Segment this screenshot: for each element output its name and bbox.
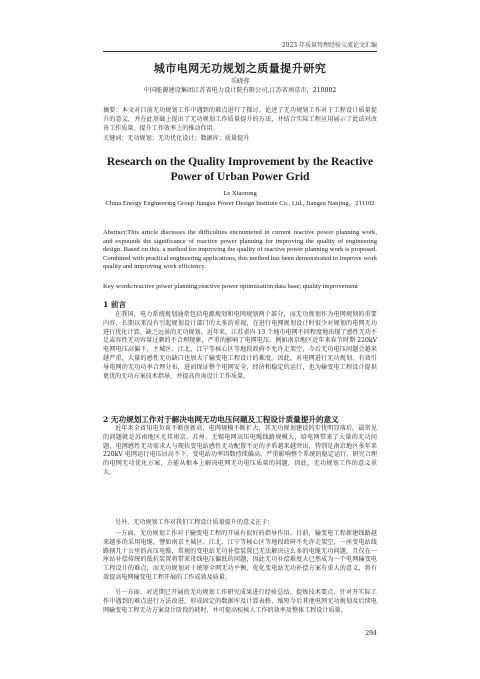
section-2-heading: 2 无功规划工作对于解决电网无功电压问题及工程设计质量提升的意义 <box>103 415 339 424</box>
section-1-paragraph: 在我国，电力系统规划通常包括电源规划和电网规划两个部分，而无功规划作为电网规划的重要内容，长期以来没有引起规划设计部门的太多的重视，在进行电网规划设计时很少对规划的电网无功进行优化计算、缺乏远景的无功规划。近年来，江苏省内 13 个地市电网不同程度地出现了感性无功不足或容性无功容量过剩的不合理现象，严重的影响了电网电压。例如南京地区近年来春节时期 220kV 电网电压高偏下，主城区、江北、江宁等核心区等地段政府不允许走架空，今后无功电压问题会越来越严重，大量的感性无功缺口也加大了输变电工程设计的难度。因此，对电网进行无功规划，有效引导电网的无功功率合理分布，进而保证整个电网安全、经济和稳定的运行，也为输变电工程设计提供更优的无功方案技术指导，并提高咨询设计工作质量。 <box>103 311 377 380</box>
chinese-affiliation: 中国能源建设集团江苏省电力设计院有限公司,江苏省南京市，210002 <box>143 87 337 94</box>
english-author: Le Xiaorong <box>223 190 257 197</box>
english-title: Research on the Quality Improvement by the Reactive Power of Urban Power Grid <box>106 156 374 183</box>
page-number: 294 <box>365 630 377 637</box>
section-2-paragraph-3: 一方面，无功规划工作对于输变电工程的开展有很好的指导作用。目前，输变电工程新建线路越来越多的采用电缆，譬如南京主城区、江北、江宁等核心区等地段政府不允许走架空，一座变电站线路辖几十公里的高压电缆，常规的变电站无功补偿装置已无法解决这么多的电缆无功问题，且仅在一座站补偿传统的低抗装置将带来母线电压偏低的问题，因此无功补偿难度大已然成为一个电网输变电工程设计的难点，而无功规划对于统筹全网无功平衡，优化变电站无功补偿方案有重大的意义，将有效提高电网输变电工程开展的工作成效及质量。 <box>103 530 377 581</box>
running-header: 2023 年质量管理经验交流论文汇编 <box>103 40 377 52</box>
section-1-heading: 1 前言 <box>103 300 127 309</box>
section-2-paragraph-1: 近年来全省用电负荷不断创新高，电网规模不断扩大，其无功规划建设的步伐明显落后。最常见的问题就是苏南地区尤其南京、苏州、无锡电网高压电缆线路规模大，给电网带来了大量的无功问题，电网感性无功需求大与现状变电站感性无功配置不足的矛盾越来越突出，特别是南京地区多年来 220kV 电网运行电压居高不下，变电站功率因数持续偏高，严重影响整个系统的稳定运行，研究合理的电网无功优化方案，方能从根本上解决电网无功电压质量的问题，因此，无功规划工作的意义重大。 <box>103 425 377 476</box>
english-abstract: Abstract:This article discusses the difficulties encountered in current reactive power planning work, and expounds the significance of reactive power planning for improving the quality of engineering design. Based on this, a method for improving the quality of reactive power planning work is proposed. Combined with practical engineering applications, this method has been demonstrated to improve work quality and improving work efficiency. <box>103 229 377 271</box>
section-2-paragraph-4: 另一方面，对近期已开展的无功规划工作研究成果进行经验总结，提炼技术要点，针对开实际工作中遇到的难点进行方法改进，形成固定的数据库及计算表格，缩短今后其他电网无功规划及后续电网输变电工程无功方案设计阶段的耗时，并可提高校核人工作的效率及整体工程设计质量。 <box>103 589 377 614</box>
english-keywords: Key words:reactive power planning;reactive power optimization;data base; quality improvement <box>103 283 358 290</box>
chinese-author: 乐晓蓉 <box>230 78 250 85</box>
chinese-title: 城市电网无功规划之质量提升研究 <box>153 62 327 75</box>
english-affiliation: China Energy Engineering Group Jiangsu Power Design Institute Co., Ltd., Jiangsu Nanjing，211102 <box>105 200 375 207</box>
section-2-paragraph-2: 另外，无功规划工作对我们工程设计质量提升的意义在于： <box>115 519 274 526</box>
chinese-abstract: 摘要：本文对目前无功规划工作中遇到的难点进行了探讨，论述了无功规划工作对于工程设计质量提升的意义，并在此基础上提出了无功规划工作质量提升的方法，并结合实际工程应用展示了此法对改善工作质量、提升工作效率上的推动作用。 <box>103 107 377 132</box>
chinese-keywords: 关键词：无功规划；无功优化设计；数据库；质量提升 <box>103 135 250 142</box>
